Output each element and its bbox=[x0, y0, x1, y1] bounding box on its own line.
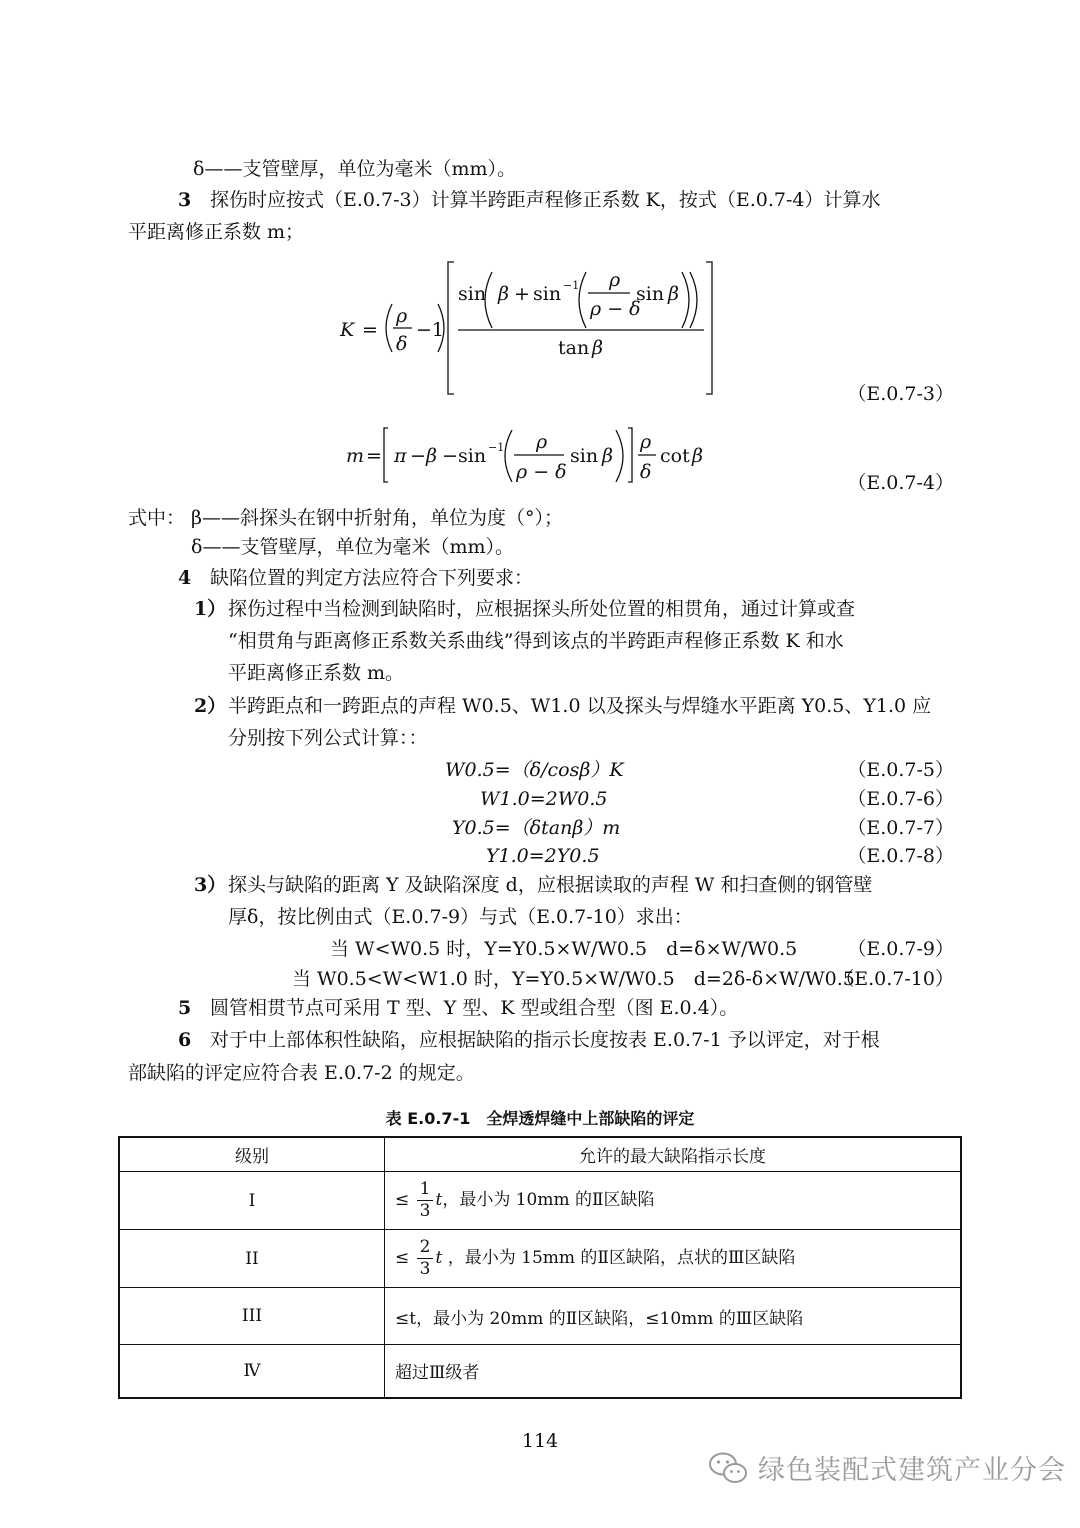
item-4-2-line-2: 分别按下列公式计算：： bbox=[228, 727, 428, 749]
svg-text:sin: sin bbox=[458, 445, 487, 467]
item-4-3-line-1: 探头与缺陷的距离 Y 及缺陷深度 d，应根据读取的声程 W 和扫查侧的钢管壁 bbox=[228, 874, 873, 896]
beta-definition: β——斜探头在钢中折射角，单位为度（°）； bbox=[191, 507, 563, 529]
wechat-icon bbox=[708, 1451, 748, 1485]
svg-text:=: = bbox=[362, 319, 378, 341]
svg-text:sin: sin bbox=[533, 283, 562, 305]
item-5-number: 5 bbox=[178, 997, 192, 1019]
item-4-2-line-1: 半跨距点和一跨距点的声程 W0.5、W1.0 以及探头与焊缝水平距离 Y0.5、Y1.0 应 bbox=[228, 695, 932, 717]
item-3-line-2: 平距离修正系数 m； bbox=[128, 221, 305, 243]
svg-text:β: β bbox=[602, 445, 613, 467]
fraction-denominator: 3 bbox=[419, 1259, 431, 1279]
table-row bbox=[119, 1172, 961, 1230]
svg-text:ρ − δ: ρ − δ bbox=[516, 461, 567, 483]
item-4-1-line-3: 平距离修正系数 m。 bbox=[228, 662, 405, 684]
item-4-3-number: 3） bbox=[194, 874, 227, 896]
svg-text:ρ: ρ bbox=[396, 305, 408, 327]
fraction bbox=[417, 1239, 434, 1278]
item-5-text: 圆管相贯节点可采用 T 型、Y 型、K 型或组合型（图 E.0.4）。 bbox=[210, 997, 739, 1019]
table-cell-level: I bbox=[119, 1172, 385, 1230]
item-4-2-number: 2） bbox=[194, 695, 227, 717]
item-4-1-line-2: “相贯角与距离修正系数关系曲线”得到该点的半跨距声程修正系数 K 和水 bbox=[228, 630, 844, 652]
svg-text:+: + bbox=[514, 283, 530, 305]
svg-text:=: = bbox=[366, 445, 382, 467]
table-cell-level: II bbox=[119, 1230, 385, 1288]
item-6-number: 6 bbox=[178, 1029, 192, 1051]
svg-text:−: − bbox=[410, 445, 426, 467]
item-4-number: 4 bbox=[178, 567, 192, 589]
table-header-length: 允许的最大缺陷指示长度 bbox=[385, 1137, 962, 1172]
table-header-level: 级别 bbox=[119, 1137, 385, 1172]
table-caption: 表 E.0.7-1 全焊透焊缝中上部缺陷的评定 bbox=[385, 1109, 695, 1128]
item-4-1-line-1: 探伤过程中当检测到缺陷时，应根据探头所处位置的相贯角，通过计算或查 bbox=[228, 598, 856, 620]
delta-definition: δ——支管壁厚，单位为毫米（mm）。 bbox=[191, 536, 514, 558]
variable-t: t bbox=[435, 1248, 443, 1268]
variable-t: t bbox=[435, 1190, 443, 1210]
svg-text:ρ: ρ bbox=[640, 431, 652, 453]
svg-text:δ: δ bbox=[640, 461, 652, 483]
svg-text:β: β bbox=[692, 445, 703, 467]
table-cell-length bbox=[385, 1230, 962, 1288]
table-cell-length bbox=[385, 1172, 962, 1230]
svg-text:ρ: ρ bbox=[609, 269, 621, 291]
fraction-numerator: 2 bbox=[417, 1239, 434, 1259]
fraction-denominator: 3 bbox=[419, 1201, 431, 1221]
item-3-line-1: 探伤时应按式（E.0.7-3）计算半跨距声程修正系数 K，按式（E.0.7-4）计算水 bbox=[210, 189, 881, 211]
le-symbol: ≤ bbox=[395, 1190, 410, 1210]
item-4-text: 缺陷位置的判定方法应符合下列要求： bbox=[210, 567, 534, 589]
svg-text:tan: tan bbox=[558, 337, 590, 359]
equation-e078: Y1.0=2Y0.5 bbox=[486, 845, 600, 867]
table-cell-length: ≤t，最小为 20mm 的Ⅱ区缺陷，≤10mm 的Ⅲ区缺陷 bbox=[385, 1288, 962, 1345]
equation-e074-label: （E.0.7-4） bbox=[847, 472, 954, 494]
item-6-line-2: 部缺陷的评定应符合表 E.0.7-2 的规定。 bbox=[128, 1062, 475, 1084]
svg-text:sin: sin bbox=[570, 445, 599, 467]
where-prefix: 式中： bbox=[128, 507, 186, 529]
fraction-numerator: 1 bbox=[417, 1181, 434, 1201]
svg-text:sin: sin bbox=[458, 283, 487, 305]
table-row bbox=[119, 1230, 961, 1288]
table-cell-length: 超过Ⅲ级者 bbox=[385, 1345, 962, 1398]
equation-e076-label: （E.0.7-6） bbox=[847, 788, 954, 810]
watermark bbox=[708, 1448, 1066, 1487]
svg-text:β: β bbox=[498, 283, 509, 305]
equation-e076: W1.0=2W0.5 bbox=[480, 788, 608, 810]
equation-e0710: 当 W0.5<W<W1.0 时，Y=Y0.5×W/W0.5 d=2δ-δ×W/W0.5 bbox=[292, 968, 855, 990]
svg-text:π: π bbox=[394, 445, 407, 467]
svg-text:ρ: ρ bbox=[536, 431, 548, 453]
length-description: ，最小为 10mm 的Ⅱ区缺陷 bbox=[442, 1190, 655, 1210]
equation-e073-label: （E.0.7-3） bbox=[847, 383, 954, 405]
table-cell-level: Ⅳ bbox=[119, 1345, 385, 1398]
watermark-text: 绿色装配式建筑产业分会 bbox=[758, 1455, 1066, 1486]
le-symbol: ≤ bbox=[395, 1248, 410, 1268]
equation-e074-graphic bbox=[340, 422, 720, 488]
item-3-number: 3 bbox=[178, 189, 192, 211]
page-number: 114 bbox=[521, 1430, 559, 1452]
svg-text:β: β bbox=[426, 445, 437, 467]
svg-text:−: − bbox=[442, 445, 458, 467]
equation-e077-label: （E.0.7-7） bbox=[847, 817, 954, 839]
svg-text:K: K bbox=[340, 319, 355, 341]
item-4-3-line-2: 厚δ，按比例由式（E.0.7-9）与式（E.0.7-10）求出： bbox=[228, 906, 693, 928]
svg-text:m: m bbox=[346, 445, 365, 467]
length-description: ，最小为 15mm 的Ⅱ区缺陷，点状的Ⅲ区缺陷 bbox=[442, 1248, 796, 1268]
fraction bbox=[417, 1181, 434, 1220]
svg-text:ρ − δ: ρ − δ bbox=[590, 298, 641, 320]
svg-text:β: β bbox=[592, 337, 603, 359]
table-row bbox=[119, 1288, 961, 1345]
equation-e0710-label: （E.0.7-10） bbox=[835, 968, 954, 990]
svg-text:β: β bbox=[668, 283, 679, 305]
equation-e077: Y0.5=（δtanβ）m bbox=[452, 817, 621, 839]
equation-e079-label: （E.0.7-9） bbox=[847, 938, 954, 960]
svg-text:δ: δ bbox=[396, 333, 408, 355]
delta-definition-top: δ——支管壁厚，单位为毫米（mm）。 bbox=[193, 158, 516, 180]
table-row bbox=[119, 1345, 961, 1398]
equation-e075: W0.5=（δ/cosβ）K bbox=[445, 759, 624, 781]
svg-text:cot: cot bbox=[660, 445, 690, 467]
equation-e073-graphic bbox=[330, 258, 730, 400]
item-4-1-number: 1） bbox=[194, 598, 227, 620]
table-header-row bbox=[119, 1137, 961, 1172]
item-6-line-1: 对于中上部体积性缺陷，应根据缺陷的指示长度按表 E.0.7-1 予以评定，对于根 bbox=[210, 1029, 880, 1051]
svg-text:−1: −1 bbox=[563, 279, 580, 292]
equation-e078-label: （E.0.7-8） bbox=[847, 845, 954, 867]
equation-e079: 当 W<W0.5 时，Y=Y0.5×W/W0.5 d=δ×W/W0.5 bbox=[330, 938, 798, 960]
svg-text:−1: −1 bbox=[488, 441, 505, 454]
svg-text:sin: sin bbox=[636, 283, 665, 305]
svg-text:−1: −1 bbox=[416, 319, 445, 341]
equation-e075-label: （E.0.7-5） bbox=[847, 759, 954, 781]
defect-grading-table bbox=[118, 1136, 962, 1399]
table-cell-level: III bbox=[119, 1288, 385, 1345]
